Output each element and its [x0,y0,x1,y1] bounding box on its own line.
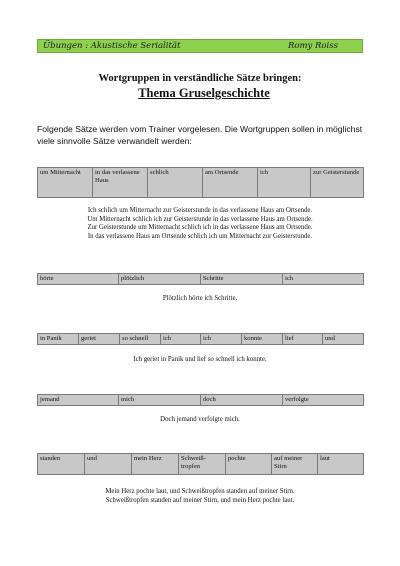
answer-sentence: Mein Herz pochte laut, und Schweißtropfen standen auf meiner Stirn. [105,488,295,495]
answer-block-2 [0,295,400,304]
word-cell: in Panik [38,334,79,345]
word-cell: mein Herz [132,454,179,475]
answer-block-4 [0,416,400,425]
word-table-2 [37,273,364,285]
word-cell: Schweiß-tropfen [179,454,226,475]
answer-sentence: Plötzlich hörte ich Schritte. [162,295,238,302]
word-table-1 [37,167,364,198]
word-table-5 [37,453,364,475]
word-cell: schlich [148,168,203,198]
answer-block-1 [0,207,400,241]
page-title: Wortgruppen in verständliche Sätze bringen: [98,73,302,84]
word-cell: standen [38,454,85,475]
word-cell: und [85,454,132,475]
word-cell: jemand [38,395,119,406]
word-cell: ich [283,274,364,285]
word-cell: verfolgte [283,395,364,406]
word-cell: hörte [38,274,119,285]
header-author: Romy Roiss [287,41,338,51]
word-table-4 [37,394,364,406]
word-cell: um Mitternacht [38,168,93,198]
table-row [38,274,364,285]
answer-sentence: Schweißtropfen standen auf meiner Stirn, und mein Herz pochte laut. [105,496,295,504]
table-row [38,334,364,345]
word-cell: und [323,334,364,345]
word-cell: doch [201,395,283,406]
word-cell: laut [318,454,364,475]
answer-block-5 [0,488,400,505]
answer-sentence: Ich geriet in Panik und lief so schnell ich konnte. [133,356,267,363]
intro-text: Folgende Sätze werden vom Trainer vorgelesen. Die Wortgruppen sollen in möglichst viele sinnvolle Sätze verwandelt werden: [37,124,363,146]
word-table-3 [37,333,364,345]
answer-sentence: Um Mitternacht schlich ich zur Geisterstunde in das verlassene Haus am Ortsende. [87,215,313,223]
word-cell: Schritte [201,274,283,285]
header-bar [37,39,363,53]
word-cell: pochte [226,454,272,475]
word-cell: am Ortsende [203,168,258,198]
table-row [38,168,364,198]
word-cell: ich [258,168,311,198]
answer-sentence: In das verlassene Haus am Ortsende schlich ich um Mitternacht zur Geisterstunde. [87,232,313,240]
word-cell: auf meiner Stirn [272,454,318,475]
word-cell: mich [119,395,201,406]
word-cell: in das verlassene Haus [93,168,148,198]
answer-block-3 [0,356,400,365]
table-row [38,454,364,475]
table-row [38,395,364,406]
word-cell: lief [283,334,323,345]
word-cell: ich [161,334,201,345]
word-cell: plötzlich [119,274,201,285]
word-cell: so schnell [120,334,161,345]
word-cell: konnte [242,334,283,345]
header-left: Übungen : Akustische Serialität [43,41,181,51]
answer-sentence: Ich schlich um Mitternacht zur Geisterstunde in das verlassene Haus am Ortsende. [87,207,313,214]
word-cell: geriet [79,334,120,345]
answer-sentence: Doch jemand verfolgte mich. [160,416,240,423]
answer-sentence: Zur Geisterstunde um Mitternacht schlich ich in das verlassene Haus am Ortsende. [87,224,313,232]
word-cell: ich [201,334,242,345]
page-subtitle: Thema Gruselgeschichte [138,86,270,100]
word-cell: zur Geisterstunde [311,168,364,198]
